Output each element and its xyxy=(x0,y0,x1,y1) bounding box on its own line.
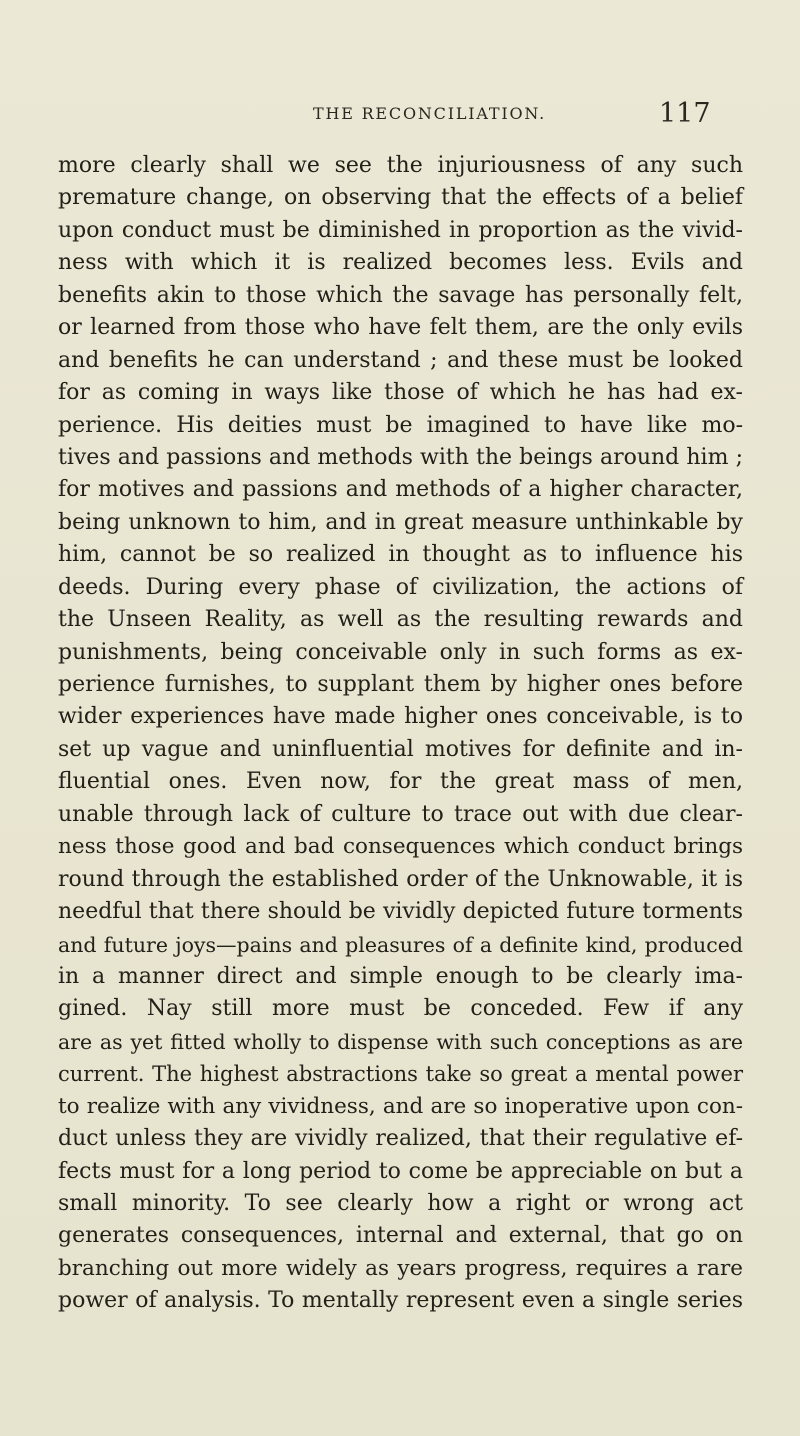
text-line: and benefits he can understand ; and these must be looked xyxy=(58,347,743,373)
text-line: upon conduct must be diminished in proportion as the vivid- xyxy=(58,217,743,243)
text-line: perience. His deities must be imagined to have like mo- xyxy=(58,412,743,438)
text-line: gined. Nay still more must be conceded. Few if any xyxy=(58,996,743,1022)
text-line: ness those good and bad consequences which conduct brings xyxy=(58,834,743,860)
text-line: current. The highest abstractions take so great a mental power xyxy=(58,1062,743,1087)
text-line: are as yet fitted wholly to dispense with such conceptions as are xyxy=(58,1029,743,1054)
text-line: wider experiences have made higher ones conceivable, is to xyxy=(58,704,743,730)
text-line: duct unless they are vividly realized, that their regulative ef- xyxy=(58,1126,743,1152)
text-line: the Unseen Reality, as well as the resulting rewards and xyxy=(58,607,743,633)
text-line: in a manner direct and simple enough to be clearly ima- xyxy=(58,963,743,989)
text-line: for motives and passions and methods of a higher character, xyxy=(58,477,743,503)
text-line: branching out more widely as years progress, requires a rare xyxy=(58,1255,743,1281)
page-number: 117 xyxy=(659,98,711,129)
text-line: premature change, on observing that the effects of a belief xyxy=(58,185,743,211)
text-line: benefits akin to those which the savage has personally felt, xyxy=(58,282,743,308)
text-line: needful that there should be vividly depicted future torments xyxy=(58,899,743,925)
text-line: to realize with any vividness, and are so inoperative upon con- xyxy=(58,1093,743,1119)
text-line: round through the established order of the Unknowable, it is xyxy=(58,866,743,892)
body-text xyxy=(58,150,743,1318)
text-line: for as coming in ways like those of which he has had ex- xyxy=(58,380,743,406)
running-title: THE RECONCILIATION. xyxy=(313,104,547,123)
text-line: ness with which it is realized becomes less. Evils and xyxy=(58,250,743,276)
text-line: deeds. During every phase of civilization, the actions of xyxy=(58,574,743,600)
text-line: punishments, being conceivable only in such forms as ex- xyxy=(58,639,743,665)
text-line: being unknown to him, and in great measure unthinkable by xyxy=(58,509,743,535)
text-line: unable through lack of culture to trace out with due clear- xyxy=(58,801,743,827)
text-line: small minority. To see clearly how a right or wrong act xyxy=(58,1191,743,1216)
text-line: and future joys—pains and pleasures of a definite kind, produced xyxy=(58,932,743,957)
text-line: perience furnishes, to supplant them by higher ones before xyxy=(58,672,743,697)
text-line: generates consequences, internal and external, that go on xyxy=(58,1223,743,1249)
text-line: more clearly shall we see the injuriousness of any such xyxy=(58,153,743,178)
running-head xyxy=(0,98,800,144)
text-line: him, cannot be so realized in thought as to influence his xyxy=(58,542,743,568)
text-line: tives and passions and methods with the beings around him ; xyxy=(58,444,743,470)
text-line: set up vague and uninfluential motives for definite and in- xyxy=(58,736,743,762)
text-line: fluential ones. Even now, for the great mass of men, xyxy=(58,769,743,795)
text-line: power of analysis. To mentally represent even a single series xyxy=(58,1288,743,1314)
text-line: or learned from those who have felt them, are the only evils xyxy=(58,315,743,341)
text-line: fects must for a long period to come be appreciable on but a xyxy=(58,1158,743,1184)
